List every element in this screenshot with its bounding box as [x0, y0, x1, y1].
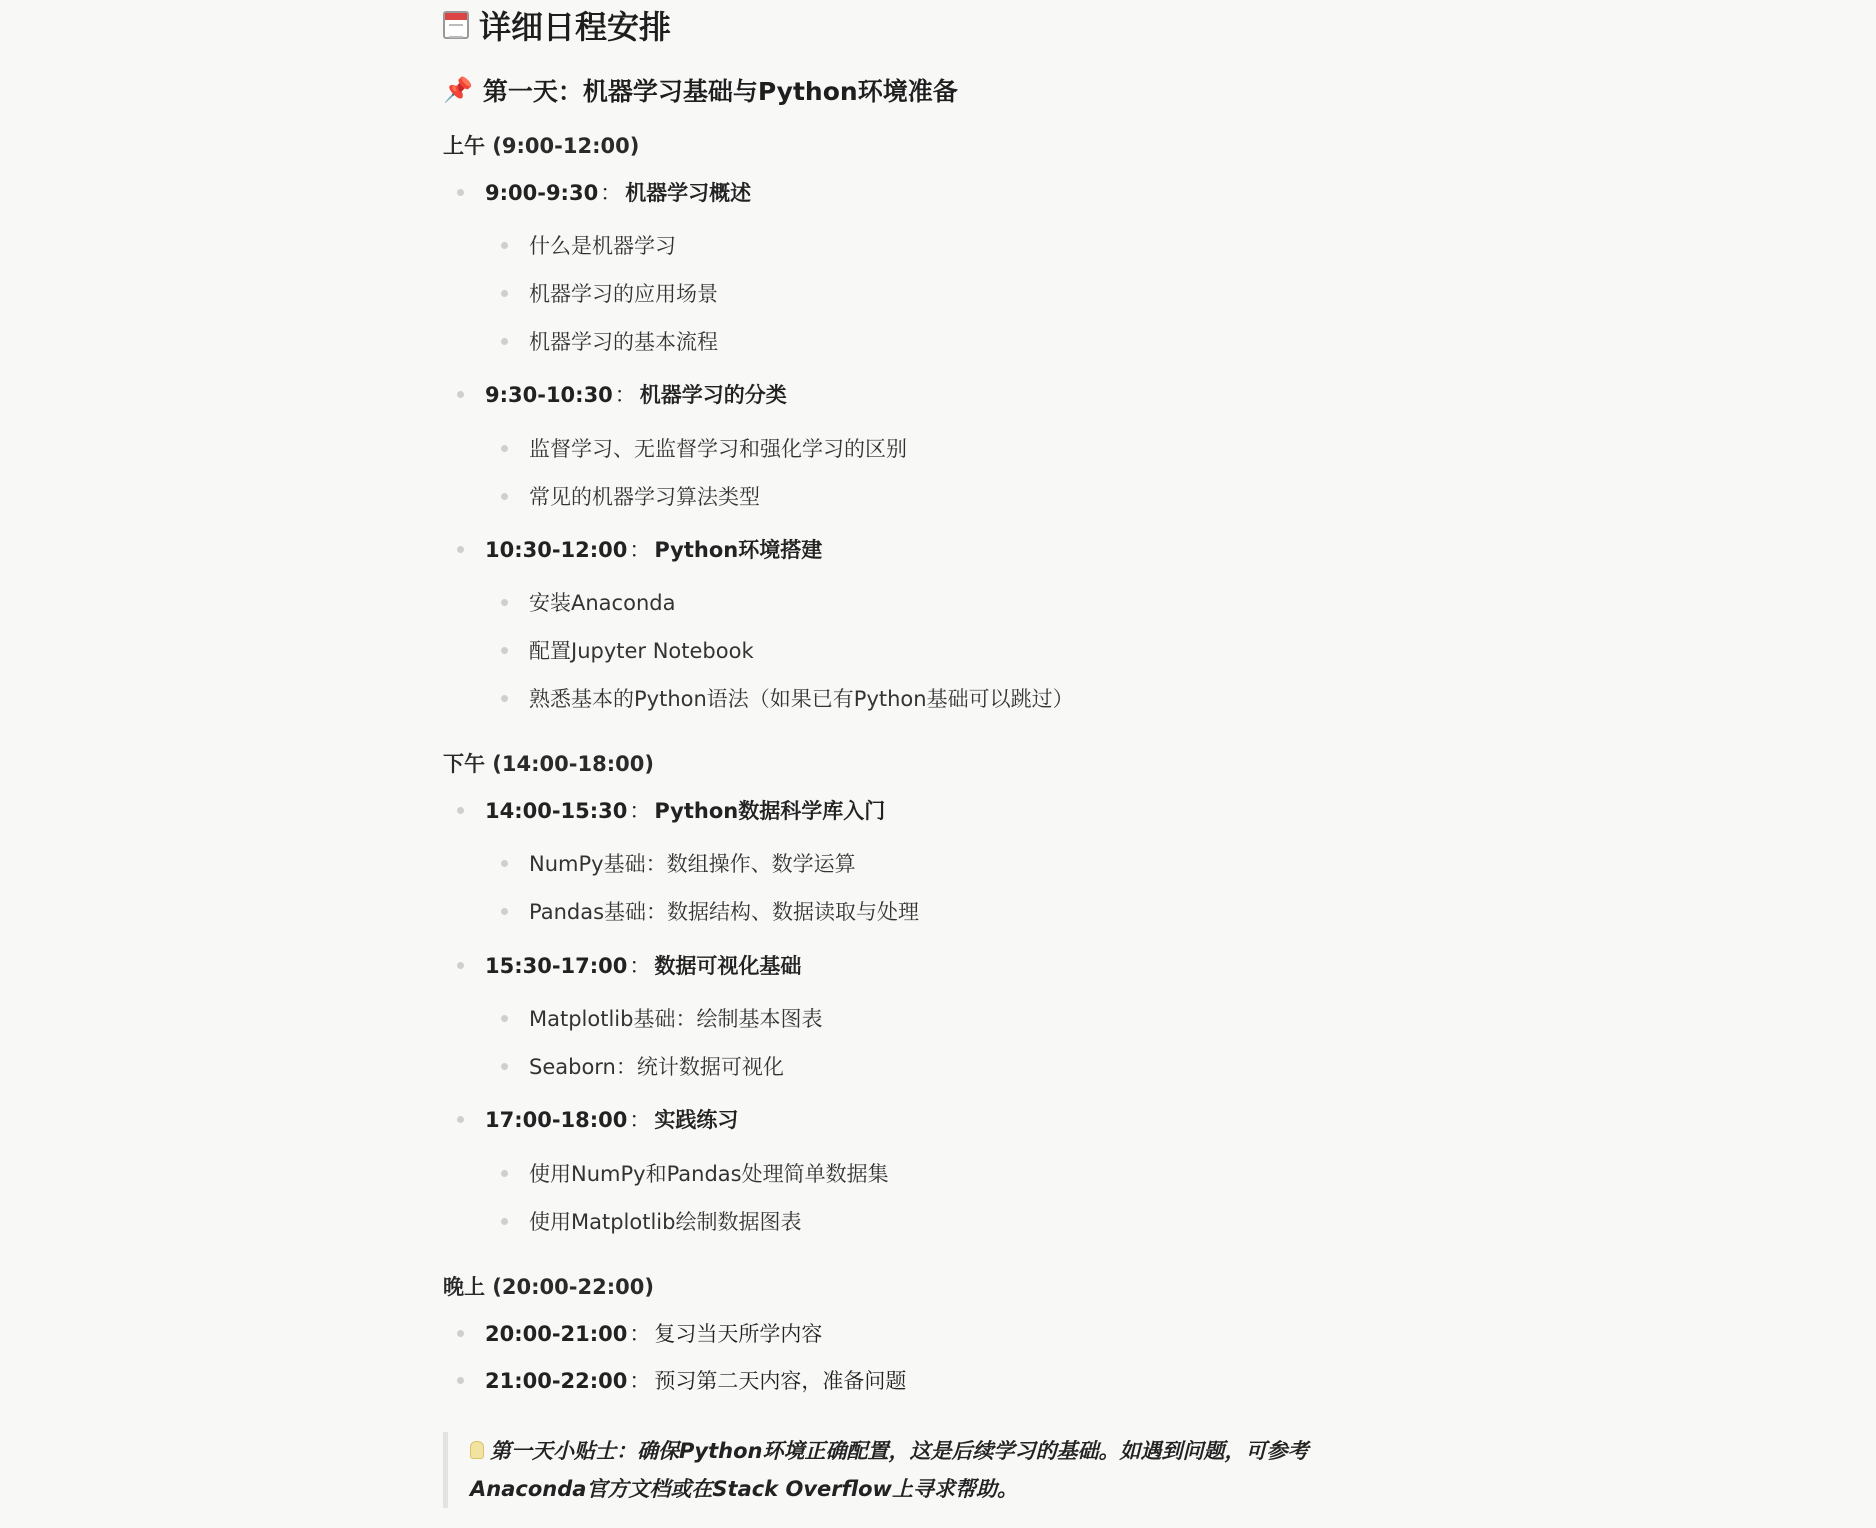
bullet-dot	[501, 1015, 508, 1022]
sub-item-text: Matplotlib基础：绘制基本图表	[529, 1007, 823, 1031]
day1-heading-text: 第一天：机器学习基础与Python环境准备	[482, 77, 958, 106]
bullet-dot	[501, 908, 508, 915]
item-time: 9:30-10:30	[485, 383, 613, 407]
bullet-dot	[457, 189, 464, 196]
bullet-dot	[457, 391, 464, 398]
bullet-dot	[457, 1377, 464, 1384]
item-topic: 机器学习的分类	[639, 383, 787, 407]
sub-item-text: 安装Anaconda	[529, 591, 676, 615]
list-item	[485, 177, 751, 207]
sub-item-text: Pandas基础：数据结构、数据读取与处理	[529, 900, 920, 924]
tip-blockquote	[443, 1432, 1343, 1508]
sub-item-text: 使用NumPy和Pandas处理简单数据集	[529, 1162, 889, 1186]
list-item	[485, 1365, 906, 1395]
section-afternoon-label: 下午 (14:00-18:00)	[443, 752, 654, 776]
item-separator: ：	[629, 538, 651, 562]
list-item	[485, 1318, 822, 1348]
list-item	[485, 1104, 738, 1134]
item-topic: Python数据科学库入门	[654, 799, 886, 823]
sub-list-item	[529, 587, 675, 617]
sub-item-text: 机器学习的应用场景	[529, 282, 718, 306]
section-morning-label: 上午 (9:00-12:00)	[443, 134, 640, 158]
list-item	[485, 534, 822, 564]
sub-list-item	[529, 896, 919, 926]
sub-item-text: NumPy基础：数组操作、数学运算	[529, 852, 856, 876]
item-separator: ：	[629, 1369, 651, 1393]
sub-list-item	[529, 1206, 801, 1236]
sub-list-item	[529, 1051, 784, 1081]
sub-list-item	[529, 433, 907, 463]
sub-item-text: 监督学习、无监督学习和强化学习的区别	[529, 437, 907, 461]
bullet-dot	[501, 1170, 508, 1177]
bullet-dot	[457, 807, 464, 814]
item-separator: ：	[629, 1108, 651, 1132]
item-time: 21:00-22:00	[485, 1369, 628, 1393]
bullet-dot	[501, 695, 508, 702]
day1-heading	[443, 72, 958, 108]
item-topic: Python环境搭建	[654, 538, 823, 562]
sub-item-text: 常见的机器学习算法类型	[529, 485, 760, 509]
item-time: 10:30-12:00	[485, 538, 628, 562]
item-topic: 实践练习	[654, 1108, 739, 1132]
bullet-dot	[501, 242, 508, 249]
calendar-icon	[443, 11, 469, 39]
bullet-dot	[501, 493, 508, 500]
bullet-dot	[501, 860, 508, 867]
sub-list-item	[529, 635, 754, 665]
sub-list-item	[529, 848, 856, 878]
list-item	[485, 795, 885, 825]
section-evening-label: 晚上 (20:00-22:00)	[443, 1275, 654, 1299]
sub-list-item	[529, 278, 718, 308]
item-separator: ：	[629, 1322, 651, 1346]
item-time: 9:00-9:30	[485, 181, 599, 205]
schedule-heading	[443, 2, 671, 48]
bullet-dot	[501, 338, 508, 345]
item-topic: 数据可视化基础	[654, 954, 802, 978]
sub-list-item	[529, 230, 676, 260]
item-time: 14:00-15:30	[485, 799, 628, 823]
item-time: 15:30-17:00	[485, 954, 628, 978]
sub-list-item	[529, 1003, 822, 1033]
bullet-dot	[457, 962, 464, 969]
sub-item-text: Seaborn：统计数据可视化	[529, 1055, 784, 1079]
item-separator: ：	[629, 954, 651, 978]
item-separator: ：	[614, 383, 636, 407]
sub-item-text: 机器学习的基本流程	[529, 330, 718, 354]
bullet-dot	[501, 445, 508, 452]
list-item	[485, 379, 787, 409]
bullet-dot	[457, 546, 464, 553]
bullet-dot	[457, 1330, 464, 1337]
bullet-dot	[457, 1116, 464, 1123]
lightbulb-icon	[470, 1441, 484, 1459]
bullet-dot	[501, 1218, 508, 1225]
sub-list-item	[529, 481, 760, 511]
item-separator: ：	[629, 799, 651, 823]
item-text: 复习当天所学内容	[654, 1322, 823, 1346]
sub-item-text: 使用Matplotlib绘制数据图表	[529, 1210, 802, 1234]
item-separator: ：	[600, 181, 622, 205]
bullet-dot	[501, 1063, 508, 1070]
tip-text-2: Anaconda官方文档或在Stack Overflow上寻求帮助。	[470, 1477, 1018, 1501]
sub-list-item	[529, 683, 1074, 713]
tip-line-1	[470, 1432, 1343, 1470]
bullet-dot	[501, 290, 508, 297]
list-item	[485, 950, 801, 980]
schedule-heading-text: 详细日程安排	[479, 8, 672, 46]
sub-item-text: 熟悉基本的Python语法（如果已有Python基础可以跳过）	[529, 687, 1074, 711]
sub-item-text: 配置Jupyter Notebook	[529, 639, 754, 663]
bullet-dot	[501, 647, 508, 654]
item-time: 17:00-18:00	[485, 1108, 628, 1132]
bullet-dot	[501, 599, 508, 606]
item-topic: 机器学习概述	[625, 181, 752, 205]
pushpin-icon: 📌	[443, 76, 473, 104]
sub-list-item	[529, 1158, 889, 1188]
sub-list-item	[529, 326, 718, 356]
item-text: 预习第二天内容，准备问题	[654, 1369, 907, 1393]
tip-line-2	[470, 1470, 1343, 1508]
item-time: 20:00-21:00	[485, 1322, 628, 1346]
sub-item-text: 什么是机器学习	[529, 234, 676, 258]
tip-text-1: 第一天小贴士：确保Python环境正确配置，这是后续学习的基础。如遇到问题，可参考	[490, 1439, 1309, 1463]
